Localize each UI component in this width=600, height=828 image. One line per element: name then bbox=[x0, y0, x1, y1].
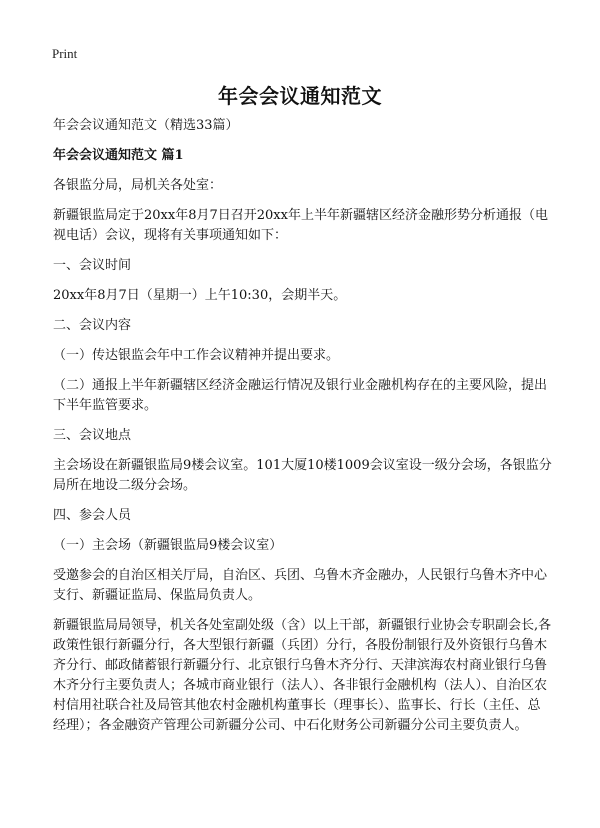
paragraph-content-2: （二）通报上半年新疆辖区经济金融运行情况及银行业金融机构存在的主要风险，提出下半年监管要求。 bbox=[53, 378, 548, 413]
heading-meeting-content: 二、会议内容 bbox=[53, 318, 132, 333]
document-subtitle: 年会会议通知范文（精选33篇） bbox=[53, 118, 239, 133]
heading-attendees: 四、参会人员 bbox=[53, 508, 132, 523]
heading-meeting-time: 一、会议时间 bbox=[53, 258, 132, 273]
print-link[interactable]: Print bbox=[52, 46, 78, 61]
document-body bbox=[53, 116, 553, 746]
paragraph-salutation: 各银监分局，局机关各处室： bbox=[53, 178, 223, 193]
paragraph-content-1: （一）传达银监会年中工作会议精神并提出要求。 bbox=[53, 348, 340, 363]
paragraph-internal-attendees: 新疆银监局局领导，机关各处室副处级（含）以上干部，新疆银行业协会专职副会长,各政策性银行新疆分行，各大型银行新疆（兵团）分行，各股份制银行及外资银行乌鲁木齐分行、邮政储蓄银行新疆分行、北京银行乌鲁木齐分行、天津滨海农村商业银行乌鲁木齐分行主要负责人；各城市商业银行（法人）、各非银行金融机构（法人）、自治区农村信用社联合社及局管其他农村金融机构董事长（理事长）、监事长、行长（主任、总经理）；各金融资产管理公司新疆分公司、中石化财务公司新疆分公司主要负责人。 bbox=[53, 618, 552, 733]
paragraph-meeting-time: 20xx年8月7日（星期一）上午10:30，会期半天。 bbox=[53, 288, 347, 303]
page-title: 年会会议通知范文 bbox=[218, 84, 382, 108]
section-heading: 年会会议通知范文 篇1 bbox=[53, 148, 184, 163]
paragraph-main-venue: （一）主会场（新疆银监局9楼会议室） bbox=[53, 538, 283, 553]
paragraph-invited-attendees: 受邀参会的自治区相关厅局，自治区、兵团、乌鲁木齐金融办，人民银行乌鲁木齐中心支行、新疆证监局、保监局负责人。 bbox=[53, 568, 548, 603]
paragraph-location: 主会场设在新疆银监局9楼会议室。101大厦10楼1009会议室设一级分会场，各银监分局所在地设二级分会场。 bbox=[53, 458, 552, 493]
paragraph-intro: 新疆银监局定于20xx年8月7日召开20xx年上半年新疆辖区经济金融形势分析通报（电视电话）会议，现将有关事项通知如下： bbox=[53, 208, 548, 243]
heading-meeting-location: 三、会议地点 bbox=[53, 428, 132, 443]
